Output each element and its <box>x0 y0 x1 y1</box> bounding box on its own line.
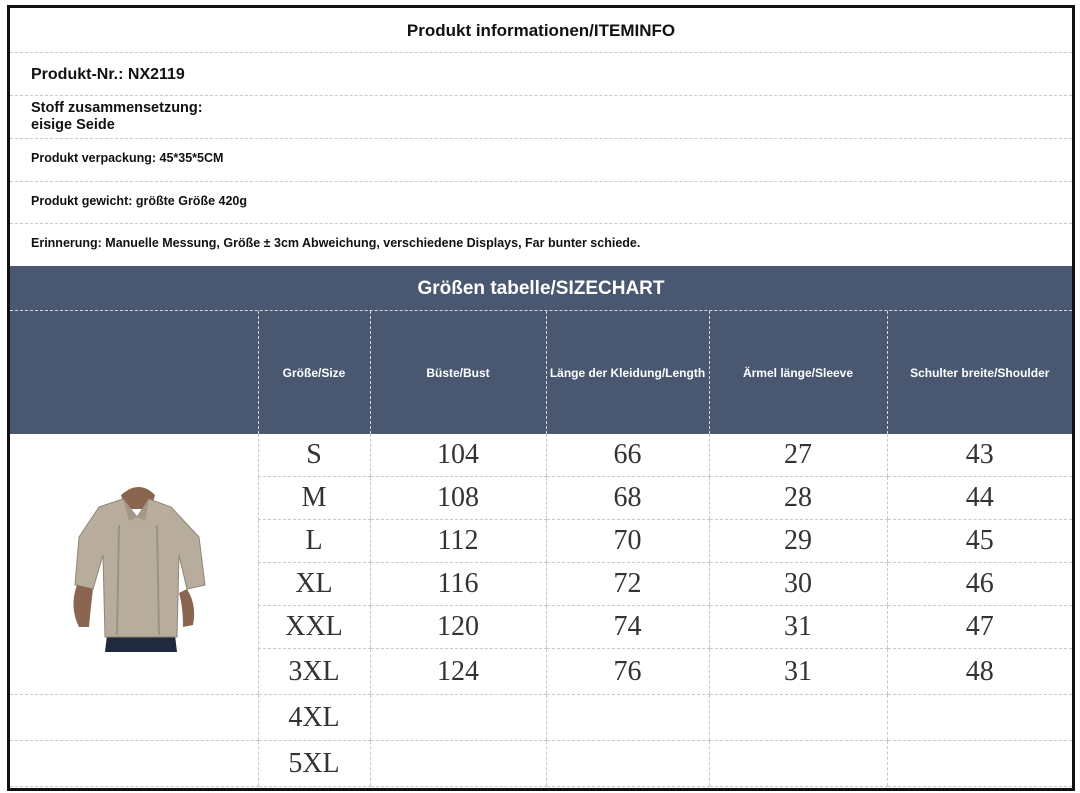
product-info-sheet <box>7 5 1075 791</box>
fabric-composition <box>10 96 1072 139</box>
cell-sleeve: 27 <box>709 434 887 477</box>
table-row <box>10 695 1072 741</box>
size-table-header <box>10 311 1072 434</box>
cell-bust: 116 <box>370 563 546 606</box>
cell-length: 68 <box>546 477 709 520</box>
header-sleeve: Ärmel länge/Sleeve <box>709 311 887 434</box>
cell-bust: 104 <box>370 434 546 477</box>
fabric-label: Stoff zusammensetzung: <box>31 100 203 116</box>
cell-length <box>546 695 709 741</box>
header-size: Größe/Size <box>258 311 370 434</box>
cell-shoulder: 47 <box>887 606 1072 649</box>
table-row <box>10 434 1072 477</box>
shirt-icon <box>59 477 209 652</box>
cell-size: S <box>258 434 370 477</box>
cell-length <box>546 741 709 787</box>
cell-size: 4XL <box>258 695 370 741</box>
cell-shoulder: 43 <box>887 434 1072 477</box>
cell-size: XXL <box>258 606 370 649</box>
cell-length: 66 <box>546 434 709 477</box>
cell-length: 76 <box>546 649 709 695</box>
cell-bust <box>370 741 546 787</box>
header-bust: Büste/Bust <box>370 311 546 434</box>
cell-sleeve: 31 <box>709 649 887 695</box>
cell-length: 72 <box>546 563 709 606</box>
cell-empty <box>10 741 258 787</box>
cell-shoulder <box>887 741 1072 787</box>
cell-bust: 124 <box>370 649 546 695</box>
info-title: Produkt informationen/ITEMINFO <box>10 8 1072 53</box>
cell-shoulder: 48 <box>887 649 1072 695</box>
cell-sleeve: 28 <box>709 477 887 520</box>
cell-bust: 112 <box>370 520 546 563</box>
cell-bust: 120 <box>370 606 546 649</box>
cell-length: 74 <box>546 606 709 649</box>
cell-sleeve: 31 <box>709 606 887 649</box>
cell-shoulder: 46 <box>887 563 1072 606</box>
cell-size: XL <box>258 563 370 606</box>
cell-bust <box>370 695 546 741</box>
cell-empty <box>10 695 258 741</box>
cell-size: 3XL <box>258 649 370 695</box>
cell-bust: 108 <box>370 477 546 520</box>
sizechart-title: Größen tabelle/SIZECHART <box>10 266 1072 311</box>
product-image <box>10 434 258 695</box>
header-shoulder: Schulter breite/Shoulder <box>887 311 1072 434</box>
cell-length: 70 <box>546 520 709 563</box>
size-table <box>10 311 1072 787</box>
header-empty <box>10 311 258 434</box>
cell-shoulder: 44 <box>887 477 1072 520</box>
cell-size: 5XL <box>258 741 370 787</box>
cell-sleeve <box>709 741 887 787</box>
header-length: Länge der Kleidung/Length <box>546 311 709 434</box>
cell-size: L <box>258 520 370 563</box>
cell-sleeve: 29 <box>709 520 887 563</box>
table-row <box>10 741 1072 787</box>
weight: Produkt gewicht: größte Größe 420g <box>10 182 1072 224</box>
cell-shoulder: 45 <box>887 520 1072 563</box>
fabric-value: eisige Seide <box>31 117 115 133</box>
reminder: Erinnerung: Manuelle Messung, Größe ± 3cm Abweichung, verschiedene Displays, Far bunter schiede. <box>31 236 641 250</box>
product-number: Produkt-Nr.: NX2119 <box>10 53 1072 96</box>
cell-shoulder <box>887 695 1072 741</box>
packaging: Produkt verpackung: 45*35*5CM <box>10 139 1072 182</box>
cell-sleeve <box>709 695 887 741</box>
cell-sleeve: 30 <box>709 563 887 606</box>
cell-size: M <box>258 477 370 520</box>
